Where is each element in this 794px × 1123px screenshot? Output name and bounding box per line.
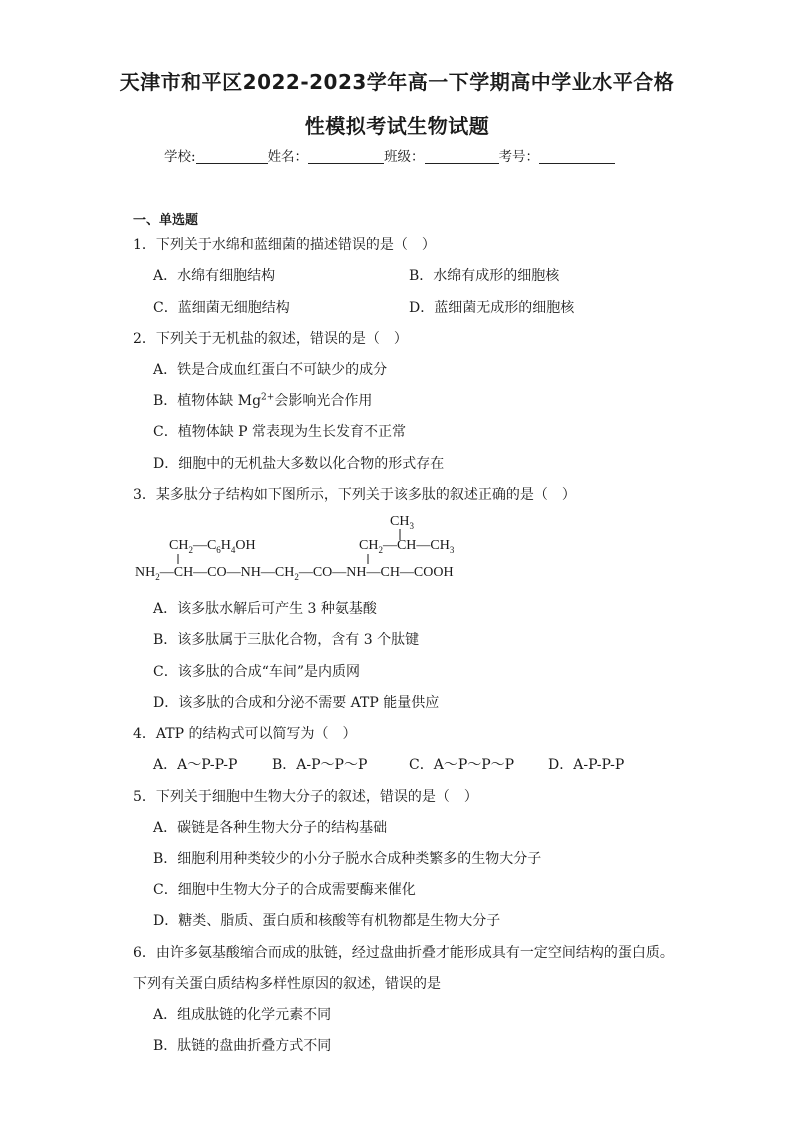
question-2-option-c[interactable]: C．植物体缺 P 常表现为生长发育不正常 xyxy=(153,424,407,440)
question-5-option-a[interactable]: A．碳链是各种生物大分子的结构基础 xyxy=(153,820,388,836)
question-6-stem-line-1: 6．由许多氨基酸缩合而成的肽链，经过盘曲折叠才能形成具有一定空间结构的蛋白质。 xyxy=(133,945,674,961)
document-title-line-1: 天津市和平区2022-2023学年高一下学期高中学业水平合格 xyxy=(119,70,675,94)
question-1-option-d[interactable]: D．蓝细菌无成形的细胞核 xyxy=(409,300,575,316)
name-label: 姓名： xyxy=(267,149,309,165)
formula-svg xyxy=(135,512,465,582)
school-blank[interactable] xyxy=(196,149,268,164)
question-4-option-a[interactable]: A．A～P-P-P xyxy=(153,757,238,773)
question-4-stem: 4．ATP 的结构式可以简写为（ ） xyxy=(133,726,357,742)
question-3-stem: 3．某多肽分子结构如下图所示，下列关于该多肽的叙述正确的是（ ） xyxy=(133,487,576,503)
question-5-stem: 5．下列关于细胞中生物大分子的叙述，错误的是（ ） xyxy=(133,789,478,805)
formula-top-methyl: $CH_3$ xyxy=(390,514,414,531)
option-b-text-1: B．植物体缺 Mg xyxy=(153,393,262,409)
section-heading: 一、单选题 xyxy=(133,213,199,228)
question-3-option-a[interactable]: A．该多肽水解后可产生 3 种氨基酸 xyxy=(153,601,377,617)
question-3-option-d[interactable]: D．该多肽的合成和分泌不需要 ATP 能量供应 xyxy=(153,695,440,711)
formula-side-chain-1: $CH_2—C_6H_4OH$ xyxy=(169,538,256,555)
option-b-text-2: 会影响光合作用 xyxy=(274,393,373,409)
question-1-stem: 1．下列关于水绵和蓝细菌的描述错误的是（ ） xyxy=(133,237,436,253)
question-6-option-a[interactable]: A．组成肽链的化学元素不同 xyxy=(153,1007,332,1023)
student-info-row xyxy=(164,145,615,165)
question-2-option-a[interactable]: A．铁是合成血红蛋白不可缺少的成分 xyxy=(153,362,388,378)
question-2-option-d[interactable]: D．细胞中的无机盐大多数以化合物的形式存在 xyxy=(153,456,445,472)
school-label: 学校: xyxy=(164,149,196,165)
name-blank[interactable] xyxy=(308,149,384,164)
question-3-option-c[interactable]: C．该多肽的合成“车间”是内质网 xyxy=(153,664,361,680)
question-4-option-c[interactable]: C．A～P～P～P xyxy=(409,757,515,773)
question-5-option-b[interactable]: B．细胞利用种类较少的小分子脱水合成种类繁多的生物大分子 xyxy=(153,851,542,867)
question-2-option-b[interactable] xyxy=(153,390,372,410)
question-5-option-c[interactable]: C．细胞中生物大分子的合成需要酶来催化 xyxy=(153,882,416,898)
question-4-option-b[interactable]: B．A-P～P～P xyxy=(272,757,368,773)
mg-charge: 2+ xyxy=(261,392,275,403)
question-1-option-c[interactable]: C．蓝细菌无细胞结构 xyxy=(153,300,290,316)
class-label: 班级： xyxy=(384,149,425,165)
number-label: 考号： xyxy=(498,149,540,165)
polypeptide-structure-formula xyxy=(135,512,465,582)
number-blank[interactable] xyxy=(539,149,615,164)
question-5-option-d[interactable]: D．糖类、脂质、蛋白质和核酸等有机物都是生物大分子 xyxy=(153,913,501,929)
class-blank[interactable] xyxy=(425,149,499,164)
question-3-option-b[interactable]: B．该多肽属于三肽化合物，含有 3 个肽键 xyxy=(153,632,420,648)
question-4-option-d[interactable]: D．A-P-P-P xyxy=(548,757,625,773)
document-title-line-2: 性模拟考试生物试题 xyxy=(304,114,490,138)
question-2-stem: 2．下列关于无机盐的叙述，错误的是（ ） xyxy=(133,331,408,347)
question-1-option-b[interactable]: B．水绵有成形的细胞核 xyxy=(409,268,560,284)
question-6-stem-line-2: 下列有关蛋白质结构多样性原因的叙述，错误的是 xyxy=(133,976,441,992)
question-6-option-b[interactable]: B．肽链的盘曲折叠方式不同 xyxy=(153,1038,332,1054)
formula-side-chain-2: $CH_2—CH—CH_3$ xyxy=(359,538,455,555)
formula-main-chain: $NH_2—CH—CO—NH—CH_2—CO—NH—CH—COOH$ xyxy=(135,565,454,582)
question-1-option-a[interactable]: A．水绵有细胞结构 xyxy=(153,268,276,284)
